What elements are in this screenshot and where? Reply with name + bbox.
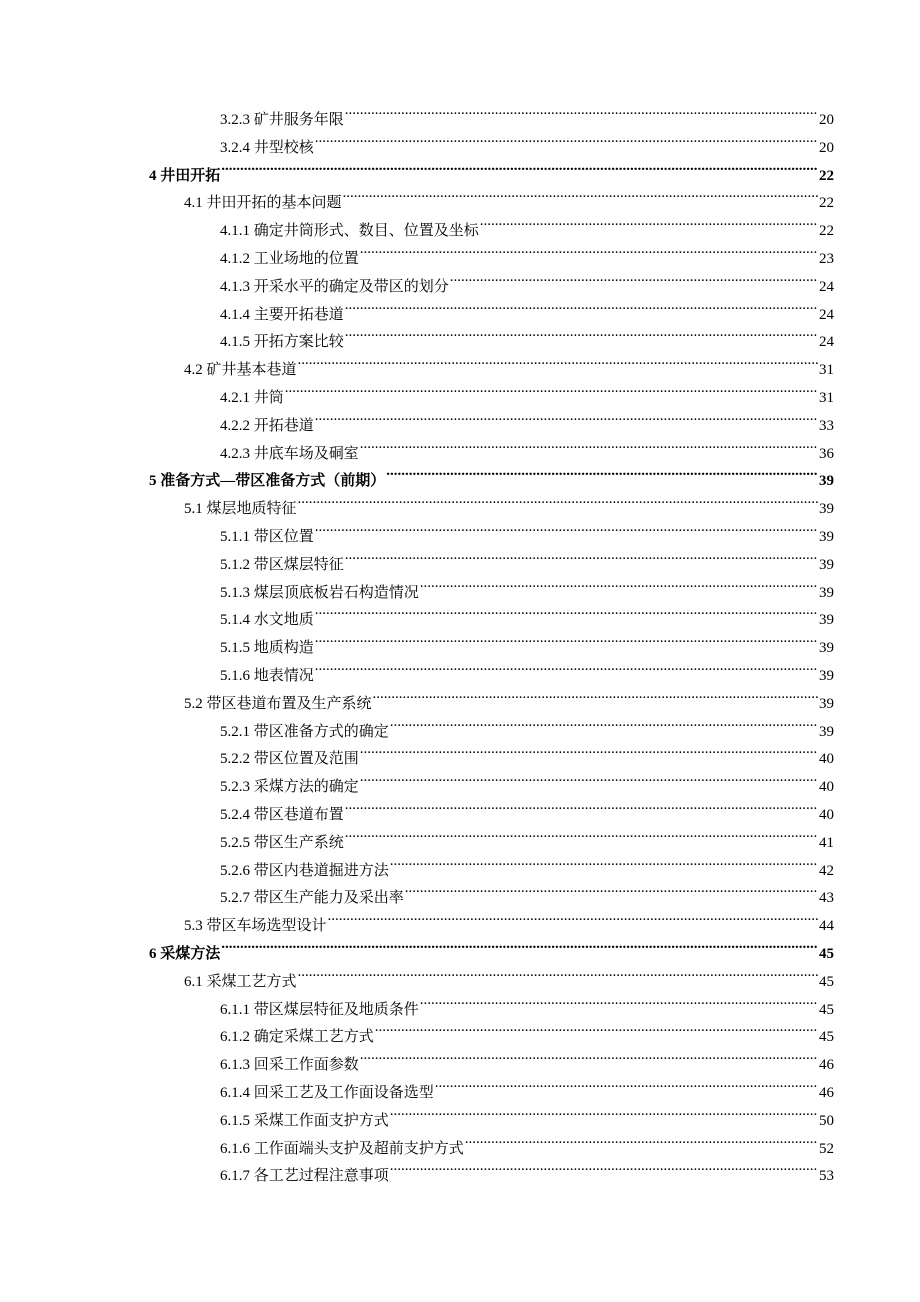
toc-leader-dots (386, 457, 818, 485)
toc-leader-dots (390, 1152, 818, 1180)
toc-entry (220, 763, 834, 796)
toc-entry (220, 1097, 834, 1129)
toc-entry-title: 4.2.2 开拓巷道 (220, 417, 314, 434)
toc-entry-title: 5.2.3 采煤方法的确定 (220, 779, 359, 796)
toc-entry-title: 5.2.6 带区内巷道掘进方法 (220, 862, 389, 879)
toc-leader-dots (405, 874, 818, 902)
toc-leader-dots (480, 207, 818, 235)
toc-leader-dots (390, 1097, 818, 1125)
toc-leader-dots (221, 930, 818, 958)
toc-entry (220, 986, 834, 1018)
toc-entry-page: 24 (819, 278, 834, 295)
toc-entry (220, 624, 834, 657)
toc-entry (220, 708, 834, 740)
toc-entry (220, 1125, 834, 1157)
toc-leader-dots (315, 402, 818, 430)
toc-leader-dots (298, 485, 818, 513)
toc-entry-page: 31 (819, 390, 834, 406)
toc-entry-page: 46 (819, 1057, 834, 1074)
toc-leader-dots (298, 346, 818, 374)
toc-leader-dots (390, 708, 818, 736)
toc-leader-dots (315, 596, 818, 624)
toc-entry-page: 44 (819, 918, 834, 935)
toc-entry-title: 5.2 带区巷道布置及生产系统 (184, 695, 372, 712)
toc-entry-title: 6.1 采煤工艺方式 (184, 973, 297, 990)
toc-entry (220, 430, 834, 462)
toc-entry-page: 39 (819, 584, 834, 601)
toc-leader-dots (328, 902, 818, 930)
toc-entry-title: 5.1.5 地质构造 (220, 640, 314, 657)
toc-entry (220, 874, 834, 907)
toc-entry (220, 791, 834, 823)
toc-entry (220, 1013, 834, 1046)
toc-leader-dots (345, 819, 818, 847)
toc-entry-page: 39 (819, 556, 834, 573)
toc-leader-dots (345, 96, 818, 124)
toc-entry-title: 5.1.2 带区煤层特征 (220, 556, 344, 573)
toc-entry-page: 45 (819, 1029, 834, 1046)
toc-entry-page: 41 (819, 834, 834, 851)
toc-entry-title: 5.2.1 带区准备方式的确定 (220, 723, 389, 740)
toc-entry-title: 4.1.4 主要开拓巷道 (220, 306, 344, 323)
toc-leader-dots (450, 263, 818, 291)
toc-entry-page: 36 (819, 445, 834, 462)
toc-entry-page: 40 (819, 807, 834, 823)
toc-entry (220, 402, 834, 434)
toc-entry-title: 6.1.4 回采工艺及工作面设备选型 (220, 1085, 434, 1101)
toc-leader-dots (345, 541, 818, 569)
toc-entry-page: 39 (819, 640, 834, 657)
toc-entry (220, 847, 834, 879)
toc-entry-title: 5.1.1 带区位置 (220, 529, 314, 545)
toc-entry (220, 1041, 834, 1074)
toc-entry-page: 52 (819, 1140, 834, 1157)
toc-entry-page: 24 (819, 334, 834, 351)
toc-leader-dots (315, 513, 818, 541)
toc-entry-title: 5.2.4 带区巷道布置 (220, 807, 344, 823)
toc-entry-title: 5 准备方式—带区准备方式（前期） (149, 473, 386, 490)
toc-entry-title: 6.1.6 工作面端头支护及超前支护方式 (220, 1140, 464, 1157)
toc-leader-dots (315, 624, 818, 652)
toc-entry-page: 39 (819, 612, 834, 629)
toc-entry-page: 39 (819, 473, 834, 490)
toc-entry (149, 152, 834, 184)
toc-entry (220, 596, 834, 629)
toc-leader-dots (360, 735, 818, 763)
toc-entry (149, 930, 834, 962)
toc-entry (184, 902, 834, 935)
toc-entry (220, 96, 834, 128)
toc-entry-title: 5.3 带区车场选型设计 (184, 918, 327, 935)
toc-entry (220, 541, 834, 573)
toc-leader-dots (345, 318, 818, 346)
toc-entry-title: 6.1.1 带区煤层特征及地质条件 (220, 1001, 419, 1018)
toc-entry-title: 5.2.2 带区位置及范围 (220, 751, 359, 768)
toc-leader-dots (285, 374, 818, 402)
toc-entry (220, 819, 834, 851)
toc-entry-page: 22 (819, 167, 834, 184)
toc-entry-title: 4.1 井田开拓的基本问题 (184, 195, 342, 212)
toc-entry-title: 5.1 煤层地质特征 (184, 501, 297, 518)
toc-leader-dots (373, 680, 818, 708)
toc-entry (184, 346, 834, 379)
toc-entry-page: 39 (819, 695, 834, 712)
toc-entry-title: 5.1.4 水文地质 (220, 612, 314, 629)
toc-entry-title: 4.2 矿井基本巷道 (184, 362, 297, 379)
toc-entry-title: 6 采煤方法 (149, 946, 221, 962)
toc-leader-dots (345, 791, 818, 819)
toc-leader-dots (360, 763, 818, 791)
toc-leader-dots (435, 1069, 818, 1097)
toc-entry-title: 5.2.7 带区生产能力及采出率 (220, 890, 404, 907)
toc-entry-page: 39 (819, 501, 834, 518)
toc-entry-title: 4 井田开拓 (149, 167, 221, 184)
toc-entry-title: 6.1.2 确定采煤工艺方式 (220, 1029, 374, 1046)
toc-entry (220, 569, 834, 601)
toc-entry-page: 20 (819, 139, 834, 156)
toc-leader-dots (390, 847, 818, 875)
toc-leader-dots (315, 652, 818, 680)
toc-entry-title: 5.1.3 煤层顶底板岩石构造情况 (220, 584, 419, 601)
toc-entry (220, 735, 834, 768)
toc-entry-title: 3.2.3 矿井服务年限 (220, 112, 344, 128)
toc-entry (220, 1152, 834, 1185)
toc-entry-page: 39 (819, 668, 834, 684)
toc-leader-dots (315, 124, 818, 152)
toc-entry-page: 22 (819, 223, 834, 240)
toc-entry-title: 6.1.3 回采工作面参数 (220, 1057, 359, 1074)
toc-entry-page: 45 (819, 973, 834, 990)
toc-entry-title: 4.1.2 工业场地的位置 (220, 251, 359, 267)
toc-entry-page: 42 (819, 862, 834, 879)
toc-entry (184, 958, 834, 990)
toc-entry-page: 33 (819, 417, 834, 434)
toc-entry (220, 124, 834, 156)
toc-entry-page: 22 (819, 195, 834, 212)
toc-entry-page: 24 (819, 306, 834, 323)
toc-entry (220, 263, 834, 295)
toc-entry-title: 4.1.5 开拓方案比较 (220, 334, 344, 351)
toc-entry (220, 318, 834, 351)
toc-entry-title: 6.1.7 各工艺过程注意事项 (220, 1168, 389, 1185)
toc-leader-dots (360, 1041, 818, 1069)
toc-entry-title: 3.2.4 井型校核 (220, 139, 314, 156)
toc-entry (220, 513, 834, 545)
toc-leader-dots (298, 958, 818, 986)
toc-entry-page: 43 (819, 890, 834, 907)
toc-entry-page: 31 (819, 362, 834, 379)
toc-leader-dots (375, 1013, 818, 1041)
toc-entry-page: 45 (819, 946, 834, 962)
toc-entry-title: 4.1.3 开采水平的确定及带区的划分 (220, 278, 449, 295)
toc-entry-page: 20 (819, 112, 834, 128)
toc-leader-dots (360, 430, 818, 458)
toc-entry (184, 485, 834, 518)
toc-leader-dots (221, 152, 818, 180)
toc-entry-page: 23 (819, 251, 834, 267)
toc-leader-dots (345, 291, 818, 319)
toc-entry (220, 291, 834, 323)
toc-entry-title: 5.1.6 地表情况 (220, 668, 314, 684)
toc-entry-page: 40 (819, 751, 834, 768)
toc-leader-dots (420, 569, 818, 597)
toc-leader-dots (420, 986, 818, 1014)
toc-entry-page: 53 (819, 1168, 834, 1185)
toc-entry (184, 179, 834, 212)
toc-entry (220, 207, 834, 240)
toc-entry-page: 39 (819, 529, 834, 545)
toc-leader-dots (360, 235, 818, 263)
toc-entry-title: 4.2.1 井筒 (220, 390, 284, 406)
toc-entry-title: 4.2.3 井底车场及硐室 (220, 445, 359, 462)
toc-entry-title: 6.1.5 采煤工作面支护方式 (220, 1112, 389, 1129)
toc-entry (184, 680, 834, 712)
toc-entry-title: 5.2.5 带区生产系统 (220, 834, 344, 851)
toc-leader-dots (465, 1125, 818, 1153)
toc-entry-page: 39 (819, 723, 834, 740)
toc-entry-page: 40 (819, 779, 834, 796)
toc-entry (220, 652, 834, 684)
toc-entry (149, 457, 834, 490)
toc-entry-page: 50 (819, 1112, 834, 1129)
toc-entry (220, 235, 834, 267)
toc-entry-page: 46 (819, 1085, 834, 1101)
toc-leader-dots (343, 179, 818, 207)
toc-entry-title: 4.1.1 确定井筒形式、数目、位置及坐标 (220, 223, 479, 240)
toc-entry-page: 45 (819, 1001, 834, 1018)
toc-entry (220, 1069, 834, 1101)
toc-entry (220, 374, 834, 406)
